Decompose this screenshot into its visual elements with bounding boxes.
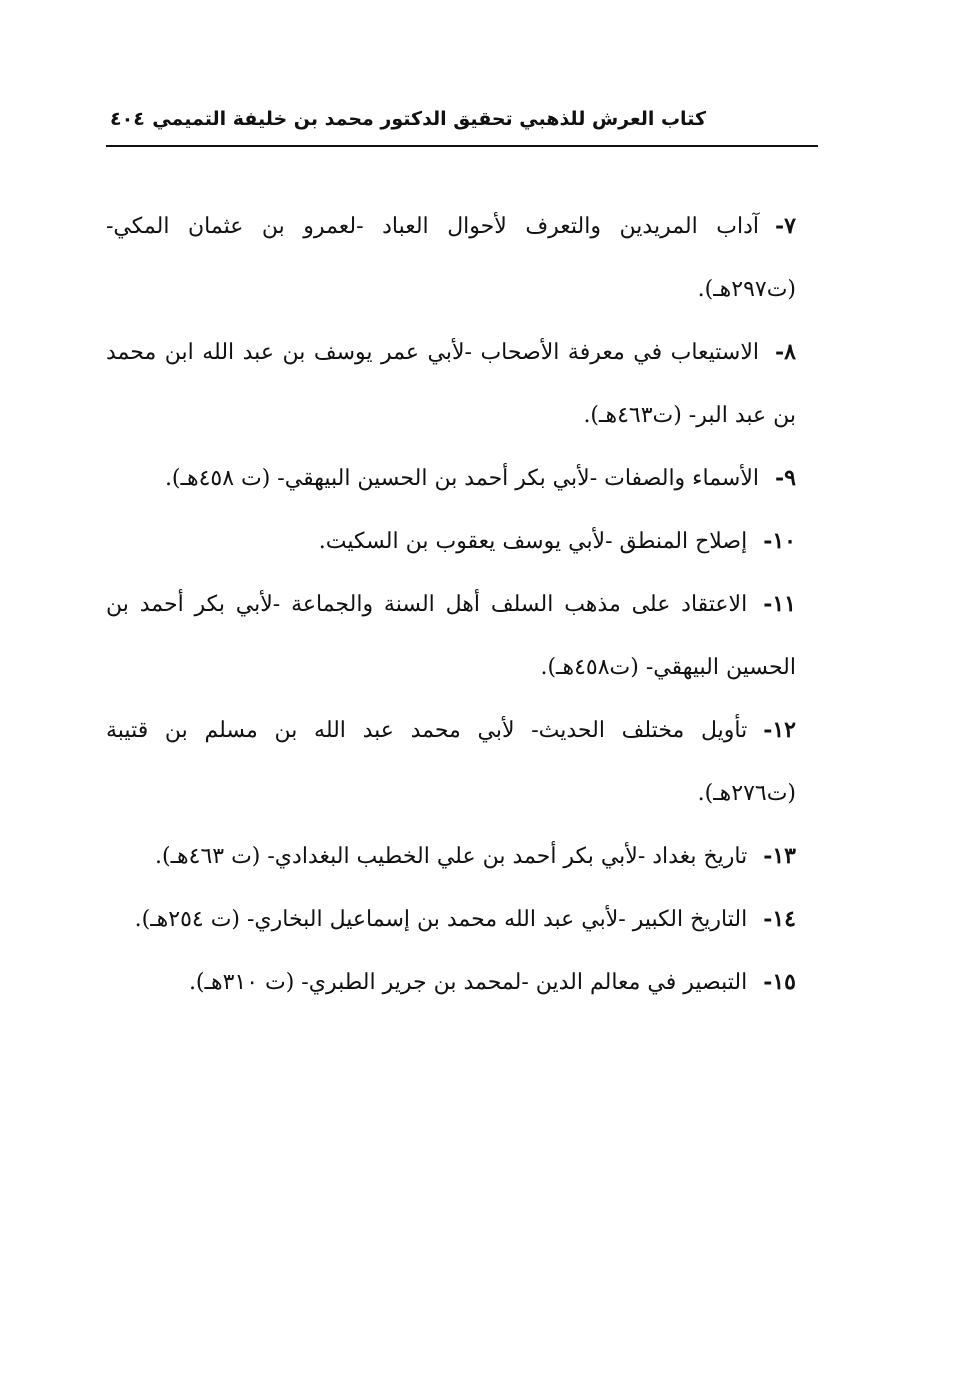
- list-item: [106, 195, 796, 321]
- item-text: إصلاح المنطق -لأبي يوسف يعقوب بن السكيت.: [318, 529, 748, 554]
- item-text: تأويل مختلف الحديث- لأبي محمد عبد الله بن مسلم بن قتيبة (ت٢٧٦هـ).: [106, 718, 796, 806]
- item-text: آداب المريدين والتعرف لأحوال العباد -لعمرو بن عثمان المكي- (ت٢٩٧هـ).: [106, 214, 796, 302]
- item-number: ١٤-: [763, 906, 796, 932]
- item-text: التاريخ الكبير -لأبي عبد الله محمد بن إسماعيل البخاري- (ت ٢٥٤هـ).: [134, 907, 748, 932]
- page-number: ٤٠٤: [110, 108, 145, 130]
- list-item: [106, 447, 796, 510]
- header-rule: [106, 145, 818, 147]
- book-title: كتاب العرش للذهبي تحقيق الدكتور محمد بن خليفة التميمي: [152, 108, 706, 130]
- item-number: ٨-: [775, 339, 796, 365]
- list-item: [106, 699, 796, 825]
- item-text: الأسماء والصفات -لأبي بكر أحمد بن الحسين البيهقي- (ت ٤٥٨هـ).: [164, 466, 760, 491]
- item-text: التبصير في معالم الدين -لمحمد بن جرير الطبري- (ت ٣١٠هـ).: [188, 970, 748, 995]
- item-number: ١٣-: [763, 843, 796, 869]
- list-item: [106, 825, 796, 888]
- item-text: الاستيعاب في معرفة الأصحاب -لأبي عمر يوسف بن عبد الله ابن محمد بن عبد البر- (ت٤٦٣هـ).: [106, 340, 796, 428]
- list-item: [106, 888, 796, 951]
- bibliography-list: [106, 195, 796, 1014]
- item-text: تاريخ بغداد -لأبي بكر أحمد بن علي الخطيب البغدادي- (ت ٤٦٣هـ).: [155, 844, 748, 869]
- list-item: [106, 951, 796, 1014]
- list-item: [106, 321, 796, 447]
- item-number: ١٠-: [763, 528, 796, 554]
- item-number: ٧-: [775, 213, 796, 239]
- item-number: ١١-: [763, 591, 796, 617]
- item-number: ١٥-: [763, 969, 796, 995]
- list-item: [106, 573, 796, 699]
- item-number: ١٢-: [763, 717, 796, 743]
- list-item: [106, 510, 796, 573]
- item-text: الاعتقاد على مذهب السلف أهل السنة والجماعة -لأبي بكر أحمد بن الحسين البيهقي- (ت٤٥٨هـ).: [106, 592, 796, 680]
- running-header: [106, 100, 818, 146]
- item-number: ٩-: [775, 465, 796, 491]
